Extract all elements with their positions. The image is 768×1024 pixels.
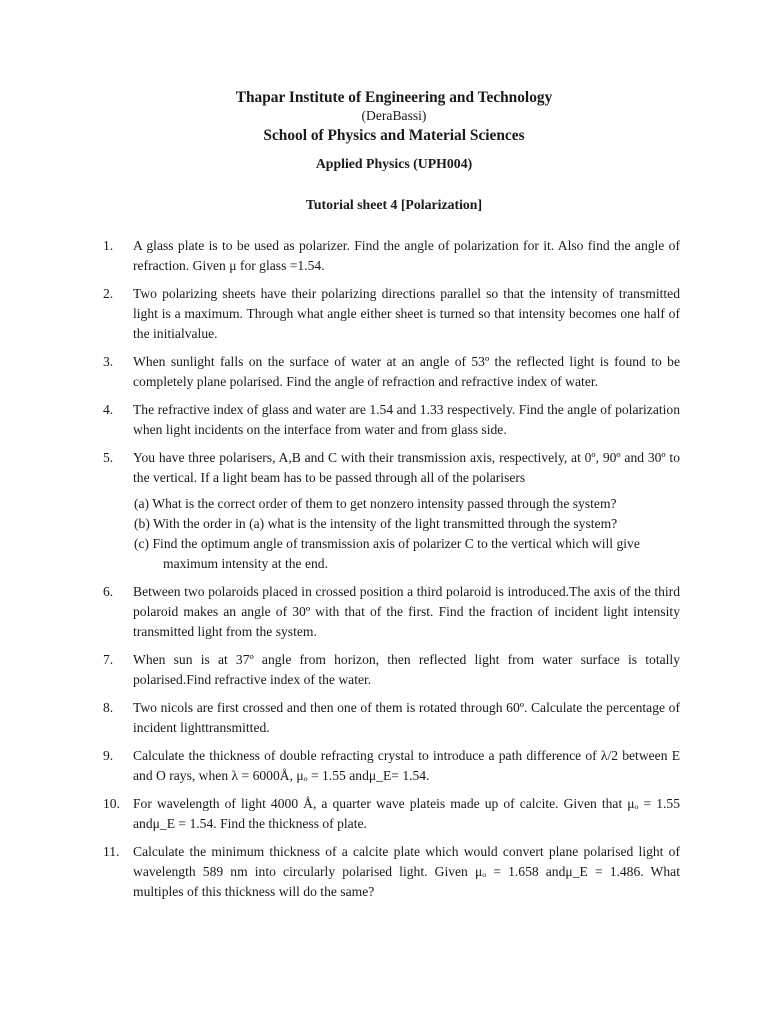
question-text: Calculate the thickness of double refracting crystal to introduce a path difference of λ/2 between E and O rays, when λ = 6000Å, μₒ = 1.55 andμ_E= 1.54.: [133, 748, 680, 783]
question-text: For wavelength of light 4000 Å, a quarter wave plateis made up of calcite. Given that μₒ = 1.55 andμ_E = 1.54. Find the thickness of plate.: [133, 796, 680, 831]
question-1: [103, 236, 680, 276]
document-header: [0, 88, 768, 214]
sheet-title: Tutorial sheet 4 [Polarization]: [305, 197, 483, 212]
question-number: 11.: [103, 844, 120, 859]
question-3: [103, 352, 680, 392]
sub-question-b: (b) With the order in (a) what is the intensity of the light transmitted through the system?: [134, 516, 618, 531]
question-number: 8.: [103, 700, 114, 715]
question-list: [103, 236, 680, 910]
question-4: [103, 400, 680, 440]
question-text: Calculate the minimum thickness of a calcite plate which would convert plane polarised light of wavelength 589 nm into circularly polarised light. Given μₒ = 1.658 andμ_E = 1.486. What multiples of this thickness will do the same?: [133, 844, 680, 899]
question-number: 3.: [103, 354, 114, 369]
question-8: [103, 698, 680, 738]
question-11: [103, 842, 680, 902]
question-number: 4.: [103, 402, 114, 417]
course-title: Applied Physics (UPH004): [315, 156, 473, 171]
question-number: 6.: [103, 584, 114, 599]
question-text: Two polarizing sheets have their polarizing directions parallel so that the intensity of transmitted light is a maximum. Through what angle either sheet is turned so that intensity becomes one half of the initialvalue.: [133, 286, 680, 341]
question-text: When sun is at 37º angle from horizon, then reflected light from water surface is totally polarised.Find refractive index of the water.: [133, 652, 680, 687]
question-text: The refractive index of glass and water are 1.54 and 1.33 respectively. Find the angle of polarization when light incidents on the interface from water and from glass side.: [133, 402, 680, 437]
sub-question-c: (c) Find the optimum angle of transmission axis of polarizer C to the vertical which will give maximum intensity at the end.: [134, 536, 640, 571]
question-number: 10.: [103, 796, 120, 811]
question-2: [103, 284, 680, 344]
question-7: [103, 650, 680, 690]
campus-name: (DeraBassi): [361, 108, 427, 123]
question-5: [103, 448, 680, 574]
question-number: 1.: [103, 238, 114, 253]
question-text: When sunlight falls on the surface of water at an angle of 53º the reflected light is found to be completely plane polarised. Find the angle of refraction and refractive index of water.: [133, 354, 680, 389]
sub-question-list: [134, 494, 680, 574]
question-10: [103, 794, 680, 834]
sub-question-a: (a) What is the correct order of them to get nonzero intensity passed through the system?: [134, 496, 617, 511]
question-text: A glass plate is to be used as polarizer. Find the angle of polarization for it. Also find the angle of refraction. Given μ for glass =1.54.: [133, 238, 680, 273]
institute-name: Thapar Institute of Engineering and Technology: [235, 89, 553, 106]
question-9: [103, 746, 680, 786]
question-text: Between two polaroids placed in crossed position a third polaroid is introduced.The axis of the third polaroid makes an angle of 30º with that of the first. Find the fraction of incident light intensity transmitted light from the system.: [133, 584, 680, 639]
question-number: 5.: [103, 450, 114, 465]
question-text: Two nicols are first crossed and then one of them is rotated through 60º. Calculate the percentage of incident lighttransmitted.: [133, 700, 680, 735]
question-number: 9.: [103, 748, 114, 763]
question-number: 7.: [103, 652, 114, 667]
question-text: You have three polarisers, A,B and C with their transmission axis, respectively, at 0º, 90º and 30º to the vertical. If a light beam has to be passed through all of the polarisers: [133, 450, 680, 485]
school-name: School of Physics and Material Sciences: [263, 127, 525, 144]
question-number: 2.: [103, 286, 114, 301]
question-6: [103, 582, 680, 642]
